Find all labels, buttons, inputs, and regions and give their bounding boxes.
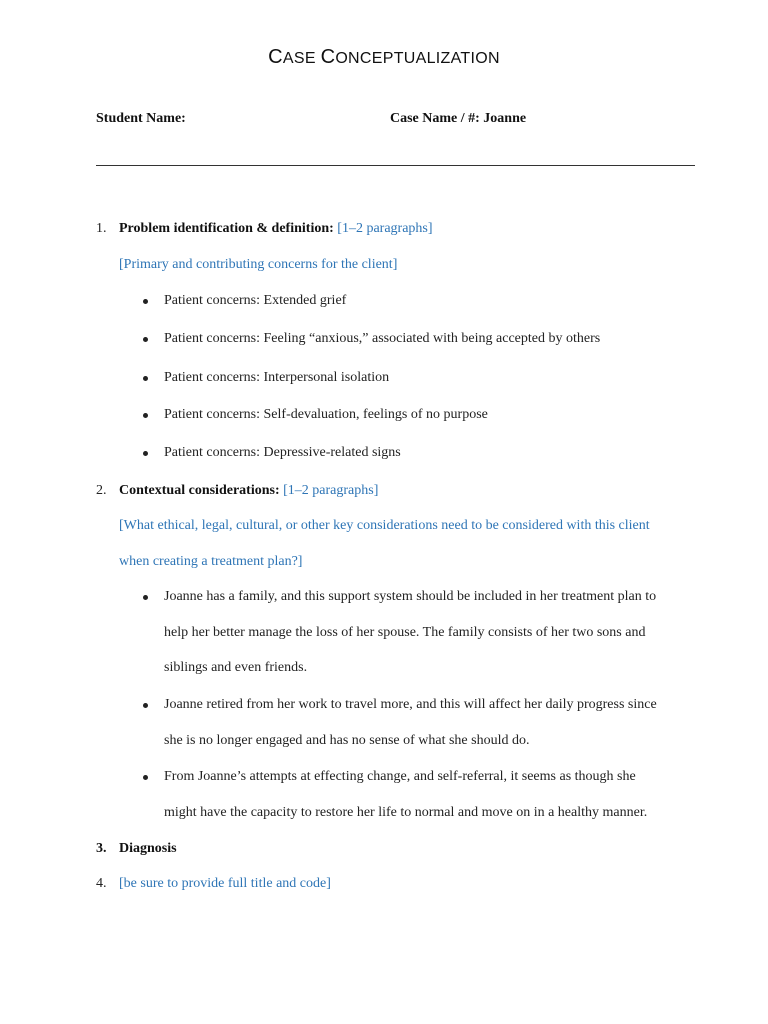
section-1-bullet: Patient concerns: Feeling “anxious,” associated with being accepted by others [164,331,601,346]
section-2-prompt-line-1: [What ethical, legal, cultural, or other key considerations need to be considered with this client [119,518,650,533]
bullet-icon [143,413,148,418]
document-title: CASE CONCEPTUALIZATION [268,46,500,68]
section-1-bullet: Patient concerns: Extended grief [164,293,347,308]
header-divider [96,165,695,166]
section-4-number: 4. [96,876,107,891]
bullet-icon [143,595,148,600]
section-1-prompt: [Primary and contributing concerns for the client] [119,257,398,272]
section-2-bullet-line: siblings and even friends. [164,660,308,675]
bullet-icon [143,337,148,342]
bullet-icon [143,703,148,708]
section-3-number: 3. [96,841,107,856]
section-2-bullet-line: Joanne retired from her work to travel more, and this will affect her daily progress since [164,697,657,712]
section-1-number: 1. [96,221,107,236]
section-2-bullet-line: From Joanne’s attempts at effecting change, and self-referral, it seems as though she [164,769,636,784]
bullet-icon [143,775,148,780]
student-name-label: Student Name: [96,111,186,126]
section-2-bullet-line: help her better manage the loss of her spouse. The family consists of her two sons and [164,625,646,640]
section-1-heading: Problem identification & definition: [119,221,334,236]
section-1-bullet: Patient concerns: Depressive-related signs [164,445,401,460]
section-2-bullet-line: might have the capacity to restore her life to normal and move on in a healthy manner. [164,805,648,820]
section-2-hint: [1–2 paragraphs] [283,483,379,498]
section-2-heading-line [119,483,378,499]
section-3-heading: Diagnosis [119,841,177,856]
section-1-bullet: Patient concerns: Self-devaluation, feelings of no purpose [164,407,488,422]
case-name-label: Case Name / #: Joanne [390,111,527,126]
section-1-bullet: Patient concerns: Interpersonal isolation [164,370,390,385]
bullet-icon [143,299,148,304]
section-4-hint: [be sure to provide full title and code] [119,876,331,891]
section-2-bullet-line: Joanne has a family, and this support system should be included in her treatment plan to [164,589,657,604]
section-1-heading-line [119,221,433,237]
section-1-hint: [1–2 paragraphs] [337,221,433,236]
section-2-prompt-line-2: when creating a treatment plan?] [119,554,303,569]
section-2-heading: Contextual considerations: [119,483,280,498]
bullet-icon [143,451,148,456]
bullet-icon [143,376,148,381]
section-2-bullet-line: she is no longer engaged and has no sense of what she should do. [164,733,530,748]
section-2-number: 2. [96,483,107,498]
